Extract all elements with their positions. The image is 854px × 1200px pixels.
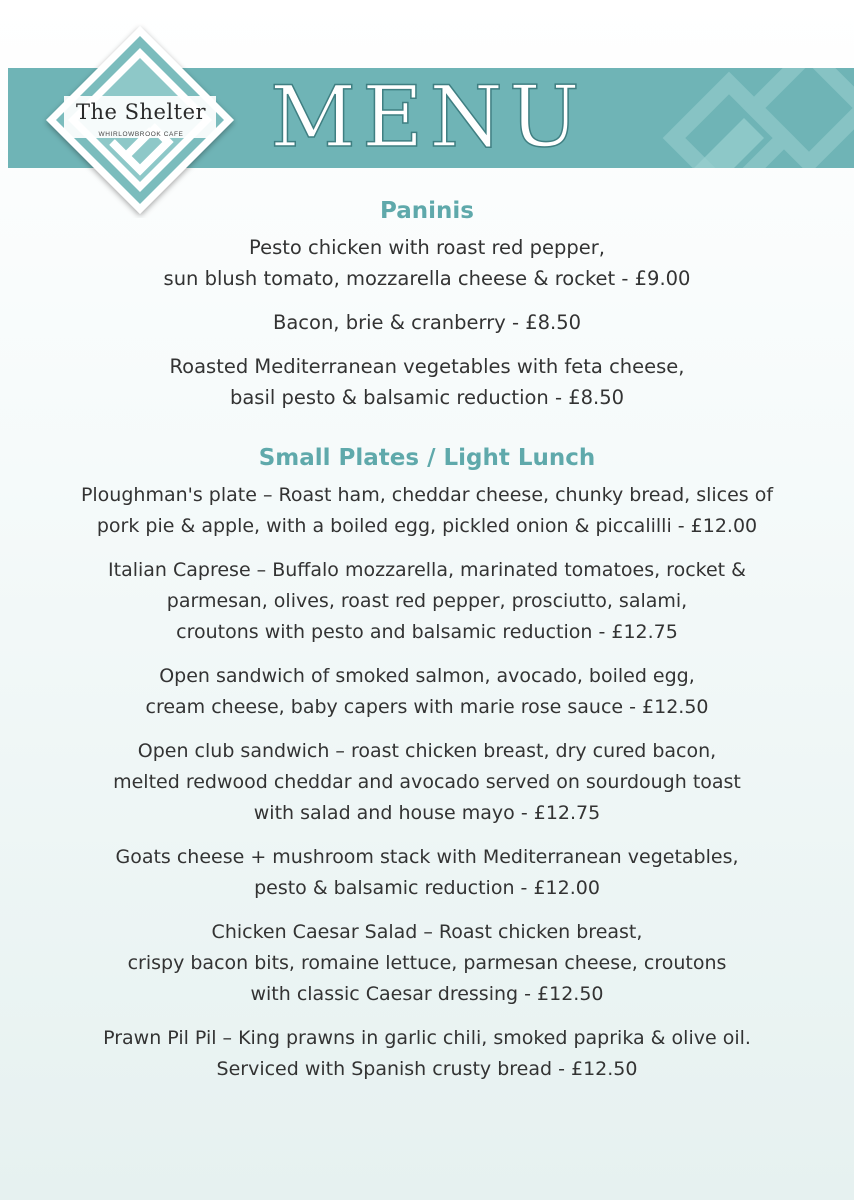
menu-item-line: pork pie & apple, with a boiled egg, pickled onion & piccalilli - £12.00 [96,515,758,537]
menu-item [0,736,854,829]
menu-item [0,307,854,338]
menu-item [0,661,854,723]
menu-item [0,917,854,1010]
menu-item-line: melted redwood cheddar and avocado served on sourdough toast [113,771,741,793]
menu-item-line: cream cheese, baby capers with marie rose sauce - £12.50 [145,696,709,718]
menu-content [0,196,854,1098]
menu-item-line: basil pesto & balsamic reduction - £8.50 [229,386,625,409]
menu-item-line: Prawn Pil Pil – King prawns in garlic chili, smoked paprika & olive oil. [103,1027,751,1049]
menu-item-line: Bacon, brie & cranberry - £8.50 [272,311,582,334]
menu-item-line: Goats cheese + mushroom stack with Mediterranean vegetables, [115,846,739,868]
menu-item-line: crispy bacon bits, romaine lettuce, parmesan cheese, croutons [127,952,727,974]
menu-item-line: with salad and house mayo - £12.75 [253,802,601,824]
menu-item [0,480,854,542]
menu-item-line: parmesan, olives, roast red pepper, prosciutto, salami, [166,590,688,612]
menu-item-line: Italian Caprese – Buffalo mozzarella, marinated tomatoes, rocket & [108,559,746,581]
section-title: Small Plates / Light Lunch [258,445,596,471]
section-title: Paninis [380,198,474,224]
menu-item [0,351,854,413]
menu-item-line: Roasted Mediterranean vegetables with feta cheese, [169,355,685,378]
menu-item-line: Open sandwich of smoked salmon, avocado, boiled egg, [159,665,695,687]
menu-item-line: pesto & balsamic reduction - £12.00 [254,877,600,899]
menu-item-line: croutons with pesto and balsamic reduction - £12.75 [176,621,678,643]
menu-item-line: Chicken Caesar Salad – Roast chicken breast, [211,921,643,943]
menu-item-line: Ploughman's plate – Roast ham, cheddar cheese, chunky bread, slices of [80,484,774,506]
menu-item [0,842,854,904]
logo-subtitle: WHIRLOWBROOK CAFE [98,131,184,138]
page-title: MENU [270,68,586,166]
menu-item-line: Serviced with Spanish crusty bread - £12.50 [216,1058,638,1080]
logo-name: The Shelter [75,100,207,124]
menu-item-line: Pesto chicken with roast red pepper, [249,236,605,259]
menu-item [0,1023,854,1085]
menu-item-line: Open club sandwich – roast chicken breast, dry cured bacon, [137,740,717,762]
section-small-plates [0,443,854,1085]
menu-item-line: with classic Caesar dressing - £12.50 [250,983,604,1005]
menu-item-line: sun blush tomato, mozzarella cheese & rocket - £9.00 [163,267,691,290]
decorative-pattern [634,68,854,168]
section-paninis [0,196,854,413]
menu-item [0,232,854,294]
menu-item [0,555,854,648]
